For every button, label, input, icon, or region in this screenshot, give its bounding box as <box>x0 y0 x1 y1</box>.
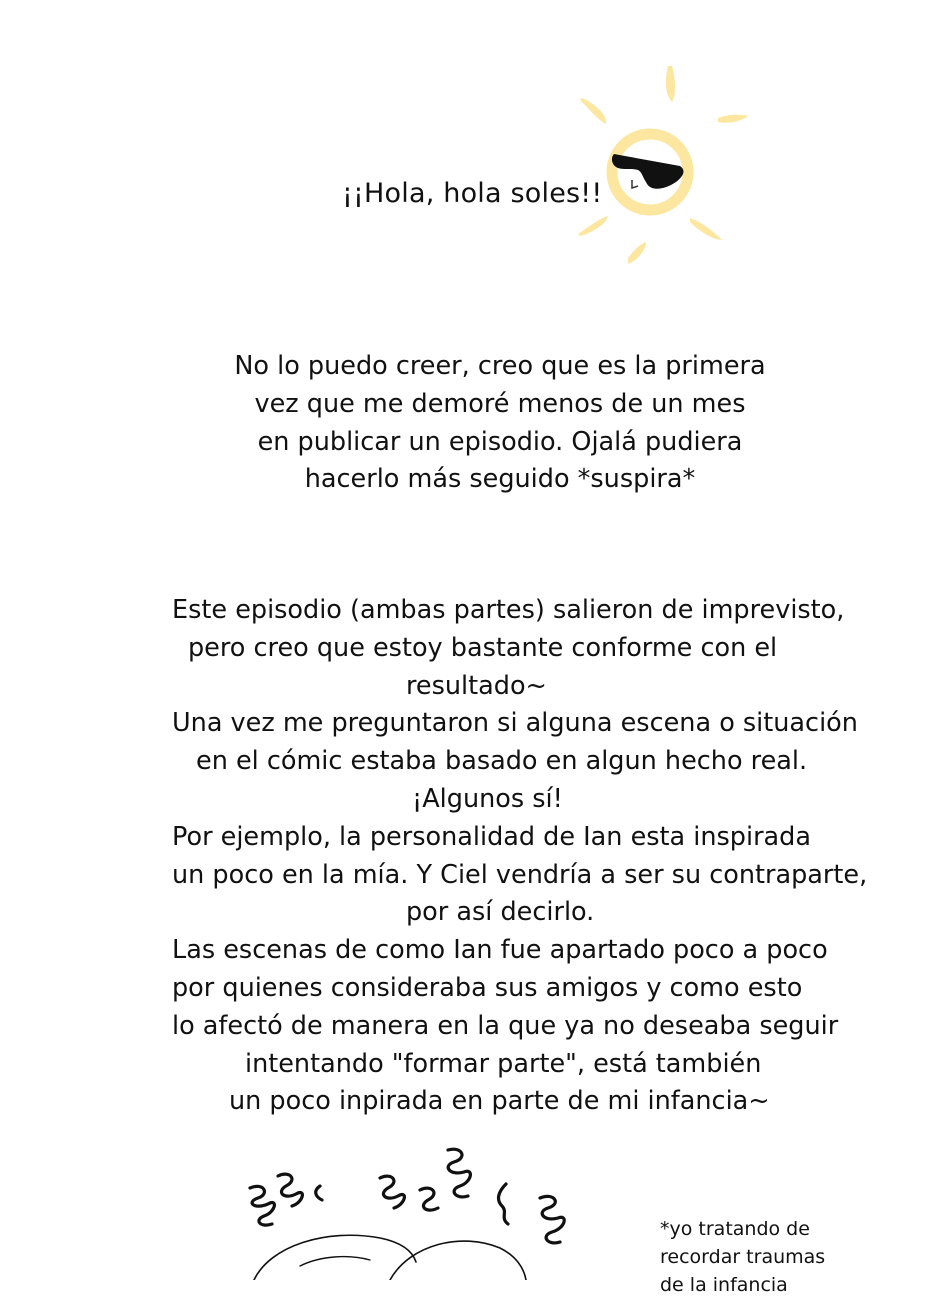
side-note-line: recordar traumas <box>660 1246 826 1268</box>
intro-line: hacerlo más seguido *suspira* <box>304 464 696 495</box>
intro-line: en publicar un episodio. Ojalá pudiera <box>257 426 743 457</box>
intro-paragraph <box>150 348 850 499</box>
story-line: pero creo que estoy bastante conforme con el <box>188 632 778 663</box>
story-line: Una vez me preguntaron si alguna escena o situación <box>172 708 858 739</box>
sun-with-sunglasses-icon <box>568 58 768 278</box>
story-line: intentando "formar parte", está también <box>245 1048 762 1079</box>
story-line: lo afectó de manera en la que ya no deseaba seguir <box>172 1010 839 1041</box>
greeting-text: ¡¡Hola, hola soles!! <box>342 178 603 209</box>
story-line: Las escenas de como Ian fue apartado poco a poco <box>172 935 828 966</box>
intro-line: No lo puedo creer, creo que es la primera <box>234 351 766 381</box>
story-line: por quienes consideraba sus amigos y como esto <box>172 972 803 1003</box>
side-note <box>660 1215 825 1299</box>
story-paragraph <box>172 592 872 1121</box>
story-line: resultado~ <box>406 670 547 701</box>
story-line: por así decirlo. <box>406 897 595 928</box>
story-line: un poco en la mía. Y Ciel vendría a ser su contraparte, <box>172 859 868 890</box>
story-line: en el cómic estaba basado en algun hecho real. <box>196 746 808 777</box>
story-line: Por ejemplo, la personalidad de Ian esta inspirada <box>172 821 811 852</box>
confused-character-doodle <box>230 1138 590 1280</box>
story-line: ¡Algunos sí! <box>412 783 563 814</box>
story-line: Este episodio (ambas partes) salieron de imprevisto, <box>172 595 845 625</box>
intro-line: vez que me demoré menos de un mes <box>254 388 746 419</box>
story-line: un poco inpirada en parte de mi infancia~ <box>229 1086 770 1117</box>
side-note-line: de la infancia <box>660 1274 788 1296</box>
side-note-line: *yo tratando de <box>660 1218 810 1240</box>
sunglasses-icon <box>612 154 684 189</box>
